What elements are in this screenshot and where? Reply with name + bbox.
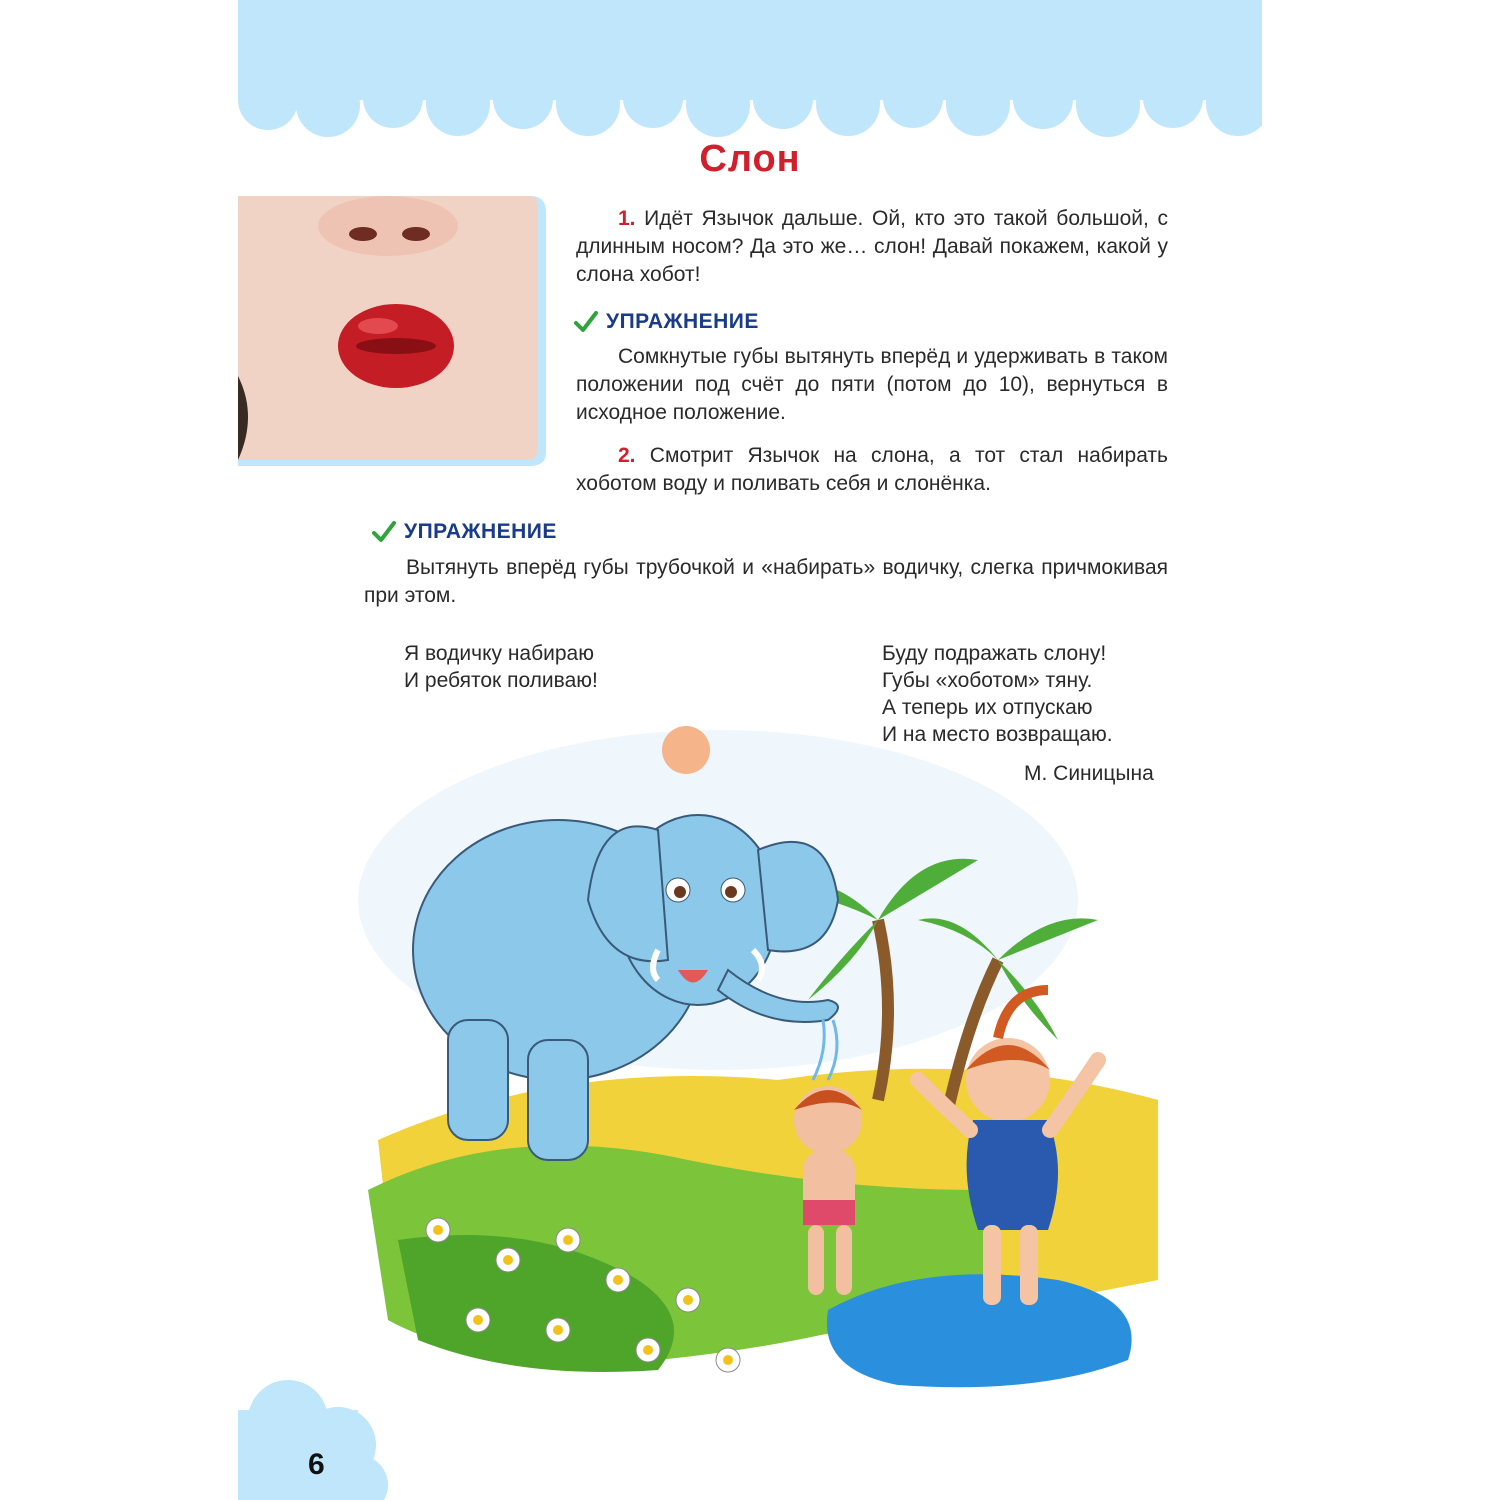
exercise-heading-2 <box>372 520 557 544</box>
poem-line: И ребяток поливаю! <box>404 669 598 692</box>
exercise-label: УПРАЖНЕНИЕ <box>606 310 759 333</box>
poem-left <box>404 640 598 694</box>
exercise-text: Сомкнутые губы вытянуть вперёд и удерживать в таком положении под счёт до пяти (потом до 10), вернуться в исходное положение. <box>576 345 1168 424</box>
book-page <box>238 0 1262 1500</box>
poem-line: Губы «хоботом» тяну. <box>882 669 1093 692</box>
lips-photo <box>238 196 550 468</box>
paragraph-text: Смотрит Язычок на слона, а тот стал набирать хоботом воду и поливать себя и слонёнка. <box>576 444 1168 495</box>
paragraph-text: Идёт Язычок дальше. Ой, кто это такой большой, с длинным носом? Да это же… слон! Давай покажем, какой у слона хобот! <box>576 207 1168 286</box>
check-icon <box>372 520 396 544</box>
page-number: 6 <box>308 1448 325 1481</box>
paragraph-number: 2. <box>618 444 636 467</box>
exercise-label: УПРАЖНЕНИЕ <box>404 520 557 543</box>
exercise-text: Вытянуть вперёд губы трубочкой и «набирать» водичку, слегка причмокивая при этом. <box>364 556 1168 607</box>
poem-line: Я водичку набираю <box>404 642 594 665</box>
elephant-illustration <box>358 720 1188 1400</box>
page-title: Слон <box>699 138 801 180</box>
poem-line: И на место возвращаю. <box>882 723 1113 746</box>
poem-line: А теперь их отпускаю <box>882 696 1093 719</box>
sky-banner <box>238 0 1262 150</box>
check-icon <box>574 310 598 334</box>
paragraph-number: 1. <box>618 207 636 230</box>
paragraph-1 <box>576 205 1168 289</box>
paragraph-2 <box>576 442 1168 498</box>
poem-line: Буду подражать слону! <box>882 642 1107 665</box>
exercise-text-1 <box>576 343 1168 427</box>
exercise-heading-1 <box>574 310 759 334</box>
exercise-text-2 <box>364 554 1168 610</box>
poem-author: М. Синицына <box>1024 762 1154 785</box>
